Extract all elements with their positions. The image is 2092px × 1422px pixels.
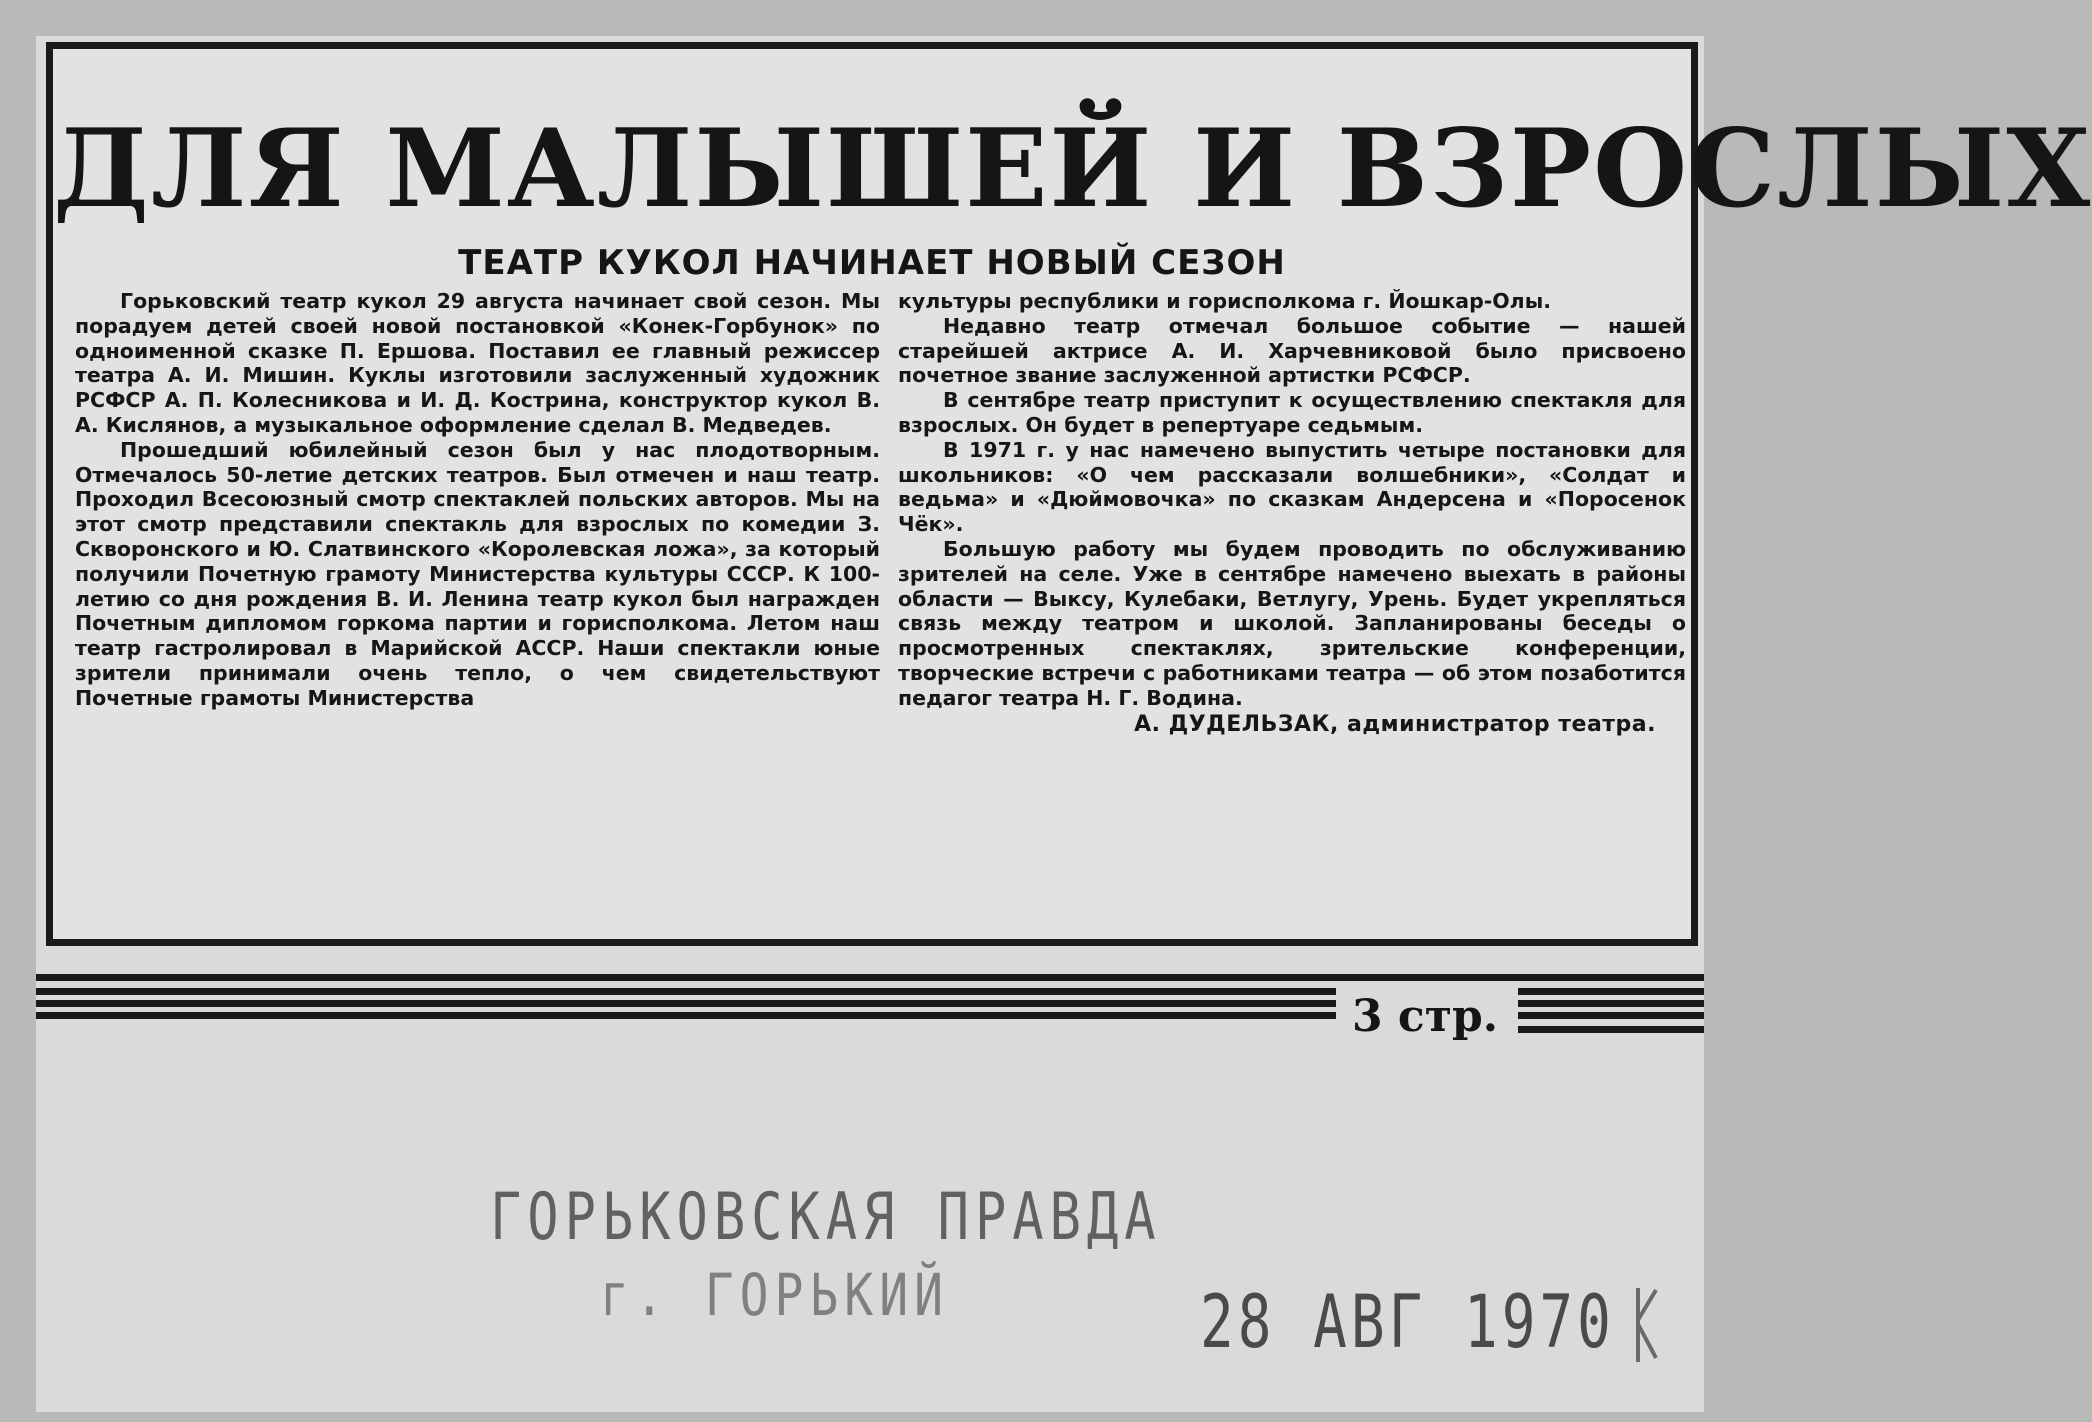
stamp-city: г. ГОРЬКИЙ [600,1262,949,1330]
article-frame [46,42,2092,946]
rule-line [36,1000,1336,1007]
article-paragraph: культуры республики и горисполкома г. Йошкар-Олы. [898,289,1552,313]
article-paragraph: В 1971 г. у нас намечено выпустить четыре постановки для школьников: «О чем рассказали волшебники», «Солдат и ведьма» и «Дюймовочка» по сказкам Андерсена и «Поросенок Чёк». [898,437,1686,537]
rule-line [1518,1026,1704,1033]
article-paragraph: Прошедший юбилейный сезон был у нас плодотворным. Отмечалось 50-летие детских театров. Был отмечен и наш театр. Проходил Всесоюзный смотр спектаклей польских авторов. Мы на этот смотр представили спектакль для взрослых по комедии З. Скворонского и Ю. Слатвинского «Королевская ложа», за который получили Почетную грамоту Министерства культуры СССР. К 100-летию со дня рождения В. И. Ленина театр кукол был награжден Почетным дипломом горкома партии и горисполкома. Летом наш театр гастролировал в Марийской АССР. Наши спектакли юные зрители принимали очень тепло, о чем свидетельствуют Почетные грамоты Министерства [75,437,880,710]
article-headline: ДЛЯ МАЛЫШЕЙ И ВЗРОСЛЫХ [53,106,2092,232]
rule-line [1518,1012,1704,1019]
stamp-mark-icon [1632,1280,1662,1370]
rule-line-top [36,974,1704,981]
article-paragraph: Горьковский театр кукол 29 августа начинает свой сезон. Мы порадуем детей своей новой постановкой «Конек-Горбунок» по одноименной сказке П. Ершова. Поставил ее главный режиссер театра А. И. Мишин. Куклы изготовили заслуженный художник РСФСР А. П. Колесникова и И. Д. Кострина, конструктор кукол В. А. Кислянов, а музыкальное оформление сделал В. Медведев. [75,289,880,437]
rule-line [36,1012,1336,1019]
stamp-newspaper-name: ГОРЬКОВСКАЯ ПРАВДА [490,1180,1162,1255]
article-signature: А. ДУДЕЛЬЗАК, администратор театра. [1134,711,1656,737]
article-paragraph: Большую работу мы будем проводить по обслуживанию зрителей на селе. Уже в сентябре намечено выехать в районы области — Выксу, Кулебаки, Ветлугу, Урень. Будет укрепляться связь между театром и школой. Запланированы беседы о просмотренных спектаклях, зрительские конференции, творческие встречи с работниками театра — об этом позаботится педагог театра Н. Г. Водина. [898,536,1686,710]
rule-line [1518,988,1704,995]
article-subheadline: ТЕАТР КУКОЛ НАЧИНАЕТ НОВЫЙ СЕЗОН [458,243,1286,283]
rule-line [36,988,1336,995]
stamp-date: 28 АВГ 1970 [1200,1280,1615,1366]
article-right-column [898,289,1686,737]
article-left-column [75,289,880,711]
page-number: 3 стр. [1352,991,1499,1042]
article-paragraph: В сентябре театр приступит к осуществлению спектакля для взрослых. Он будет в репертуаре седьмым. [898,388,1686,437]
article-paragraph: Недавно театр отмечал большое событие — нашей старейшей актрисе А. И. Харчевниковой было присвоено почетное звание заслуженной артистки РСФСР. [898,313,1686,388]
rule-line [1518,1000,1704,1007]
